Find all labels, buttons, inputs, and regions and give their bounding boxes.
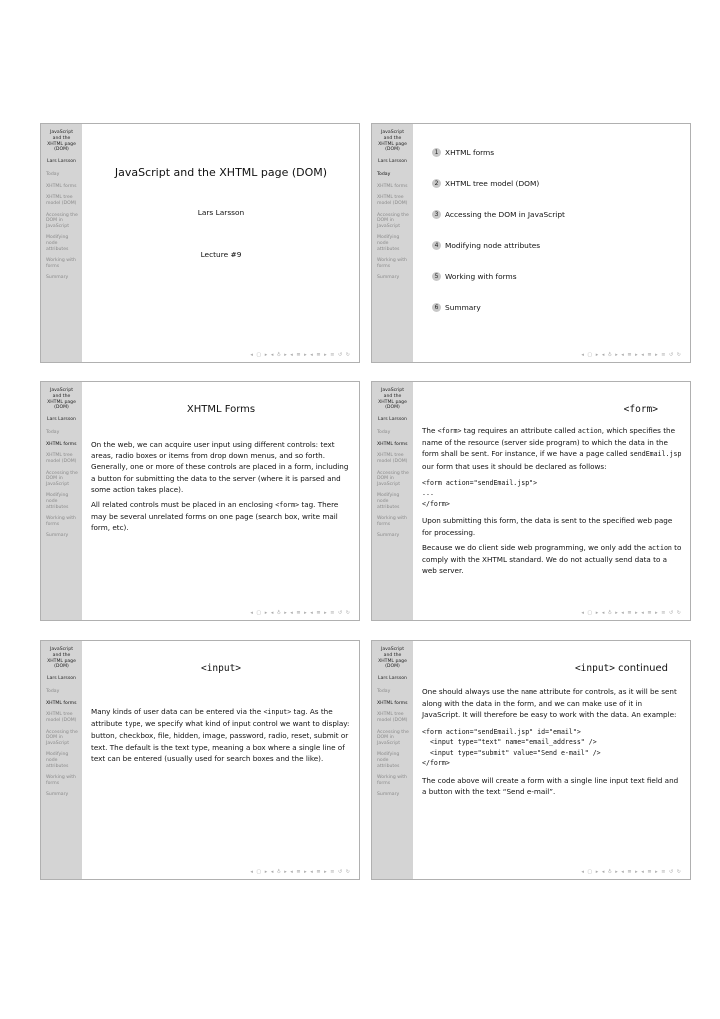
frame-title: <form> <box>623 404 658 415</box>
sidebar-section-link[interactable] <box>372 493 413 510</box>
code-block: <form action="sendEmail.jsp"> ... </form> <box>422 478 538 508</box>
sidebar-section-label: Accessing the <box>377 470 409 476</box>
sidebar-section-label: XHTML tree <box>46 453 73 459</box>
presentation-author: Lars Larsson <box>197 208 245 217</box>
sidebar-section-link[interactable] <box>41 275 82 281</box>
sidebar-section-label: model (DOM) <box>377 200 408 206</box>
sidebar-section-label: DOM in <box>377 218 394 224</box>
sidebar-title-line: JavaScript <box>49 388 74 393</box>
sidebar-section-link[interactable] <box>41 184 82 190</box>
sidebar-section-label: DOM in <box>377 476 394 482</box>
sidebar-section-label: Modifying <box>377 235 400 241</box>
sidebar-section-label: node <box>377 757 389 763</box>
sidebar-section-label: XHTML forms <box>46 441 77 447</box>
sidebar-section-label: Accessing the <box>46 212 78 218</box>
sidebar <box>41 124 82 362</box>
navigation-symbols[interactable]: ◂ ▢ ▸ ◂ ♁ ▸ ◂ ≣ ▸ ◂ ≣ ▸ ≡ ↺ ↻ <box>581 869 682 875</box>
sidebar-section-link[interactable] <box>41 775 82 786</box>
sidebar-section-link[interactable] <box>41 516 82 527</box>
title-code: <input> <box>574 663 615 674</box>
sidebar-section-label: attributes <box>46 504 69 510</box>
slide-content <box>91 382 351 606</box>
outline-number: 2 <box>432 179 441 188</box>
sidebar-section-label: Summary <box>377 792 400 798</box>
outline-label: XHTML tree model (DOM) <box>445 179 540 188</box>
code-inline: action <box>577 427 602 435</box>
sidebar-section-label: Working with <box>46 775 76 781</box>
sidebar-section-link[interactable] <box>372 516 413 527</box>
navigation-symbols[interactable]: ◂ ▢ ▸ ◂ ♁ ▸ ◂ ≣ ▸ ◂ ≣ ▸ ≡ ↺ ↻ <box>581 610 682 616</box>
navigation-symbols[interactable]: ◂ ▢ ▸ ◂ ♁ ▸ ◂ ≣ ▸ ◂ ≣ ▸ ≡ ↺ ↻ <box>250 610 351 616</box>
sidebar-title-line: JavaScript <box>380 647 405 652</box>
sidebar-section-link[interactable] <box>41 258 82 269</box>
slide-content <box>422 641 682 865</box>
sidebar-section-label: forms <box>46 263 60 269</box>
sidebar-section-label: node <box>377 498 389 504</box>
sidebar-section-label: XHTML tree <box>377 195 404 201</box>
sidebar-section-link[interactable] <box>41 689 82 695</box>
sidebar-section-label: Summary <box>46 792 69 798</box>
sidebar-section-label: Working with <box>377 258 407 264</box>
sidebar-title-line: and the <box>383 393 402 399</box>
sidebar-section-label: JavaScript <box>377 223 401 229</box>
sidebar-section-label: XHTML forms <box>377 183 408 189</box>
outline-label: Modifying node attributes <box>445 241 541 250</box>
sidebar-title-line: (DOM) <box>385 664 400 670</box>
code-inline: name <box>521 688 537 696</box>
sidebar-title-line: JavaScript <box>380 130 405 135</box>
sidebar-section-label: attributes <box>377 504 400 510</box>
sidebar-section-label: model (DOM) <box>46 717 77 723</box>
sidebar-section-label: forms <box>377 263 391 269</box>
sidebar-section-label: attributes <box>46 246 69 252</box>
sidebar-section-label: JavaScript <box>46 481 70 487</box>
code-inline: sendEmail.jsp <box>629 450 682 459</box>
paragraph: The code above will create a form with a single line input text field and a button with the text “Send e-mail”. <box>422 775 679 796</box>
frame-title <box>422 663 682 674</box>
sidebar-title-line: (DOM) <box>385 147 400 153</box>
presentation-title: JavaScript and the XHTML page (DOM) <box>114 166 328 179</box>
sidebar-section-label: Summary <box>377 275 400 281</box>
sidebar-section-link[interactable] <box>41 442 82 448</box>
sidebar-section-label: JavaScript <box>377 740 401 746</box>
slide-outline <box>371 123 691 363</box>
slide-content <box>91 641 351 865</box>
sidebar-section-link[interactable] <box>372 195 413 206</box>
sidebar-section-label: Working with <box>377 775 407 781</box>
sidebar-section-label: DOM in <box>377 735 394 741</box>
sidebar-section-label: DOM in <box>46 735 63 741</box>
sidebar-section-link[interactable] <box>372 730 413 747</box>
sidebar-author: Lars Larsson <box>47 159 76 165</box>
text-run: to comply with the XHTML standard. We do not actually send data to a web server. <box>422 542 682 576</box>
sidebar-section-link[interactable] <box>372 712 413 723</box>
slide-xhtml-forms <box>40 381 360 621</box>
sidebar-section-label: XHTML tree <box>46 195 73 201</box>
sidebar-title[interactable] <box>41 388 82 411</box>
paragraph <box>91 499 351 534</box>
sidebar-section-label: node <box>377 240 389 246</box>
paragraph <box>91 706 351 764</box>
sidebar-section-label: Modifying <box>46 493 69 499</box>
sidebar-section-label: node <box>46 240 58 246</box>
title-text: continued <box>614 663 668 674</box>
sidebar-section-label: Modifying <box>377 752 400 758</box>
sidebar-section-label: Working with <box>46 516 76 522</box>
sidebar-section-label: Today <box>377 689 391 695</box>
navigation-symbols[interactable]: ◂ ▢ ▸ ◂ ♁ ▸ ◂ ≣ ▸ ◂ ≣ ▸ ≡ ↺ ↻ <box>250 352 351 358</box>
sidebar <box>41 382 82 620</box>
code-inline: <form> <box>275 501 300 510</box>
sidebar-section-label: Summary <box>377 533 400 539</box>
sidebar-section-link[interactable] <box>372 453 413 464</box>
text-run: Because we do client side web programming, we only add the <box>422 542 649 552</box>
sidebar-section-list <box>372 689 413 798</box>
lecture-number: Lecture #9 <box>200 250 242 259</box>
text-run: Many kinds of user data can be entered via the <box>91 707 264 716</box>
sidebar-section-link[interactable] <box>41 792 82 798</box>
sidebar-section-label: node <box>46 498 58 504</box>
sidebar-section-label: forms <box>377 521 391 527</box>
outline-item[interactable] <box>432 303 565 334</box>
paragraph: Upon submitting this form, the data is sent to the specified web page for processing. <box>422 516 673 537</box>
sidebar-section-link[interactable] <box>41 453 82 464</box>
code-inline: type <box>124 720 141 729</box>
slide-content <box>422 124 682 348</box>
slide-body <box>91 706 351 764</box>
frame-title: XHTML Forms <box>186 404 256 415</box>
navigation-symbols[interactable]: ◂ ▢ ▸ ◂ ♁ ▸ ◂ ≣ ▸ ◂ ≣ ▸ ≡ ↺ ↻ <box>250 869 351 875</box>
sidebar-section-link[interactable] <box>41 533 82 539</box>
sidebar <box>372 124 413 362</box>
sidebar-section-label: DOM in <box>46 218 63 224</box>
paragraph <box>422 686 682 721</box>
sidebar <box>372 641 413 879</box>
sidebar-title-line: (DOM) <box>54 664 69 670</box>
sidebar-section-label: Modifying <box>377 493 400 499</box>
outline-label: XHTML forms <box>445 148 495 157</box>
paragraph <box>422 425 682 472</box>
sidebar-title-line: XHTML page <box>378 399 407 405</box>
sidebar-section-label: XHTML tree <box>377 712 404 718</box>
sidebar-title-line: (DOM) <box>54 405 69 411</box>
outline-number: 3 <box>432 210 441 219</box>
sidebar-section-link[interactable] <box>372 775 413 786</box>
sidebar-section-list <box>41 430 82 539</box>
sidebar-section-link[interactable] <box>372 235 413 252</box>
sidebar-title-line: and the <box>383 652 402 658</box>
sidebar-title[interactable] <box>41 130 82 153</box>
sidebar-section-label: JavaScript <box>377 481 401 487</box>
sidebar-title[interactable] <box>41 647 82 670</box>
outline-item[interactable] <box>432 179 565 210</box>
sidebar-section-label: Today <box>377 430 391 436</box>
sidebar-title-line: and the <box>52 135 71 141</box>
sidebar-section-label: Modifying <box>46 752 69 758</box>
outline-number: 4 <box>432 241 441 250</box>
sidebar-section-label: forms <box>46 521 60 527</box>
code-inline: <input> <box>263 708 292 716</box>
sidebar-section-list <box>41 689 82 798</box>
sidebar-author: Lars Larsson <box>47 676 76 682</box>
sidebar-section-link[interactable] <box>372 442 413 448</box>
sidebar-section-link[interactable] <box>372 258 413 269</box>
paragraph <box>422 542 682 577</box>
sidebar-section-link[interactable] <box>372 184 413 190</box>
outline-item[interactable] <box>432 210 565 241</box>
slide-input-continued <box>371 640 691 880</box>
sidebar-section-link[interactable] <box>41 235 82 252</box>
sidebar-section-list <box>372 430 413 539</box>
navigation-symbols[interactable]: ◂ ▢ ▸ ◂ ♁ ▸ ◂ ≣ ▸ ◂ ≣ ▸ ≡ ↺ ↻ <box>581 352 682 358</box>
sidebar-section-link[interactable] <box>41 701 82 707</box>
sidebar-section-link[interactable] <box>372 471 413 488</box>
sidebar-author: Lars Larsson <box>378 676 407 682</box>
sidebar-section-label: attributes <box>377 763 400 769</box>
slide-title <box>40 123 360 363</box>
sidebar-section-label: Accessing the <box>377 729 409 735</box>
sidebar-section-label: model (DOM) <box>377 458 408 464</box>
sidebar-section-label: XHTML tree <box>46 712 73 718</box>
sidebar-section-label: Today <box>46 689 60 695</box>
sidebar <box>372 382 413 620</box>
sidebar-section-label: XHTML forms <box>377 700 408 706</box>
text-run: , which specifies the name of the resource (server side program) to which the data in the form shall be sent. For instance, if we have a page called <box>422 426 675 459</box>
sidebar-section-label: XHTML forms <box>377 441 408 447</box>
sidebar-section-label: forms <box>46 780 60 786</box>
sidebar-section-label: Today <box>46 172 60 178</box>
sidebar-section-label: attributes <box>46 763 69 769</box>
sidebar-section-link[interactable] <box>41 172 82 178</box>
sidebar-section-link[interactable] <box>41 712 82 723</box>
text-run: tag. As the attribute <box>91 707 333 729</box>
sidebar-section-link[interactable] <box>41 430 82 436</box>
sidebar-section-label: Today <box>377 172 391 178</box>
sidebar-section-label: Accessing the <box>377 212 409 218</box>
sidebar-section-list <box>372 172 413 281</box>
outline-item[interactable] <box>432 241 565 272</box>
text-run: tag requires an attribute called <box>461 426 578 435</box>
sidebar <box>41 641 82 879</box>
sidebar-section-label: forms <box>377 780 391 786</box>
sidebar-section-label: Modifying <box>46 235 69 241</box>
text-run: attribute for controls, as it will be sent along with the data in the form, and we can make use of it in JavaScript. It will therefore be easy to work with the data. An example: <box>422 687 677 720</box>
text-run: One should always use the <box>422 687 522 696</box>
slide-body <box>422 686 682 797</box>
sidebar-section-link[interactable] <box>372 275 413 281</box>
sidebar-section-label: Accessing the <box>46 470 78 476</box>
outline-label: Working with forms <box>445 272 517 281</box>
sidebar-section-link[interactable] <box>41 471 82 488</box>
sidebar-author: Lars Larsson <box>47 417 76 423</box>
sidebar-section-label: Summary <box>46 275 69 281</box>
sidebar-title-line: XHTML page <box>47 399 76 405</box>
sidebar-section-link[interactable] <box>372 430 413 436</box>
sidebar-section-link[interactable] <box>372 752 413 769</box>
sidebar-section-link[interactable] <box>372 172 413 178</box>
outline-label: Accessing the DOM in JavaScript <box>445 210 565 219</box>
sidebar-section-label: Working with <box>377 516 407 522</box>
sidebar-title-line: and the <box>383 135 402 141</box>
slide-form-tag <box>371 381 691 621</box>
sidebar-author: Lars Larsson <box>378 417 407 423</box>
sidebar-section-label: model (DOM) <box>46 458 77 464</box>
sidebar-section-label: XHTML forms <box>46 700 77 706</box>
sidebar-section-label: Summary <box>46 533 69 539</box>
text-run: , we specify what kind of input control we want to display: button, checkbox, file, hidden, image, password, radio, reset, submit or text. The default is the text type, meaning a box where a single line of text can be entered (usually used for search boxes and the like). <box>91 719 350 763</box>
outline-label: Summary <box>445 303 481 312</box>
slide-input <box>40 640 360 880</box>
outline-number: 6 <box>432 303 441 312</box>
sidebar-title[interactable] <box>372 647 413 670</box>
sidebar-section-link[interactable] <box>372 533 413 539</box>
outline-number: 1 <box>432 148 441 157</box>
paragraph: On the web, we can acquire user input using different controls: text areas, radio boxes or items from drop down menus, and so forth. Generally, one or more of these controls are placed in a form, including a button for submitting the data to the server (where it is parsed and some action takes place). <box>91 440 349 494</box>
sidebar-section-label: JavaScript <box>46 740 70 746</box>
sidebar-section-label: model (DOM) <box>46 200 77 206</box>
sidebar-section-label: node <box>46 757 58 763</box>
outline-item[interactable] <box>432 272 565 303</box>
sidebar-title-line: XHTML page <box>47 658 76 664</box>
sidebar-section-link[interactable] <box>41 213 82 230</box>
code-inline: <form> <box>437 427 462 435</box>
sidebar-title[interactable] <box>372 130 413 153</box>
outline-list <box>432 148 565 334</box>
sidebar-section-link[interactable] <box>372 792 413 798</box>
sidebar-section-label: XHTML forms <box>46 183 77 189</box>
sidebar-title-line: (DOM) <box>54 147 69 153</box>
text-run: The <box>422 426 438 435</box>
code-inline: action <box>648 543 672 552</box>
sidebar-title-line: JavaScript <box>49 647 74 652</box>
code-block: <form action="sendEmail.jsp" id="email"> <input type="text" name="email_address" /> <input type="submit" value="Send e-mail" /> </form> <box>422 727 601 768</box>
sidebar-title-line: and the <box>52 652 71 658</box>
sidebar-title-line: (DOM) <box>385 405 400 411</box>
sidebar-section-link[interactable] <box>372 689 413 695</box>
slide-body <box>91 439 351 534</box>
sidebar-section-link[interactable] <box>372 701 413 707</box>
sidebar-section-label: XHTML tree <box>377 453 404 459</box>
sidebar-title-line: JavaScript <box>380 388 405 393</box>
sidebar-section-label: Today <box>46 430 60 436</box>
sidebar-title-line: and the <box>52 393 71 399</box>
sidebar-section-label: DOM in <box>46 476 63 482</box>
sidebar-section-label: JavaScript <box>46 223 70 229</box>
frame-title: <input> <box>200 663 242 674</box>
text-run: our form that uses it should be declared as follows: <box>422 461 607 471</box>
sidebar-title-line: XHTML page <box>378 141 407 147</box>
sidebar-section-label: Working with <box>46 258 76 264</box>
outline-number: 5 <box>432 272 441 281</box>
sidebar-section-link[interactable] <box>372 213 413 230</box>
text-run: All related controls must be placed in an enclosing <box>91 500 276 510</box>
sidebar-author: Lars Larsson <box>378 159 407 165</box>
sidebar-section-label: Accessing the <box>46 729 78 735</box>
sidebar-section-link[interactable] <box>41 195 82 206</box>
outline-item[interactable] <box>432 148 565 179</box>
text-run: tag. There may be several unrelated forms on one page (search box, write mail form, etc). <box>91 500 339 533</box>
sidebar-title-line: JavaScript <box>49 130 74 135</box>
sidebar-section-link[interactable] <box>41 752 82 769</box>
sidebar-section-link[interactable] <box>41 730 82 747</box>
sidebar-section-link[interactable] <box>41 493 82 510</box>
sidebar-title-line: XHTML page <box>47 141 76 147</box>
slide-content <box>422 382 682 606</box>
sidebar-title[interactable] <box>372 388 413 411</box>
sidebar-section-label: attributes <box>377 246 400 252</box>
sidebar-section-label: model (DOM) <box>377 717 408 723</box>
slide-body <box>422 425 682 576</box>
sidebar-section-list <box>41 172 82 281</box>
slide-content <box>91 124 351 348</box>
sidebar-title-line: XHTML page <box>378 658 407 664</box>
